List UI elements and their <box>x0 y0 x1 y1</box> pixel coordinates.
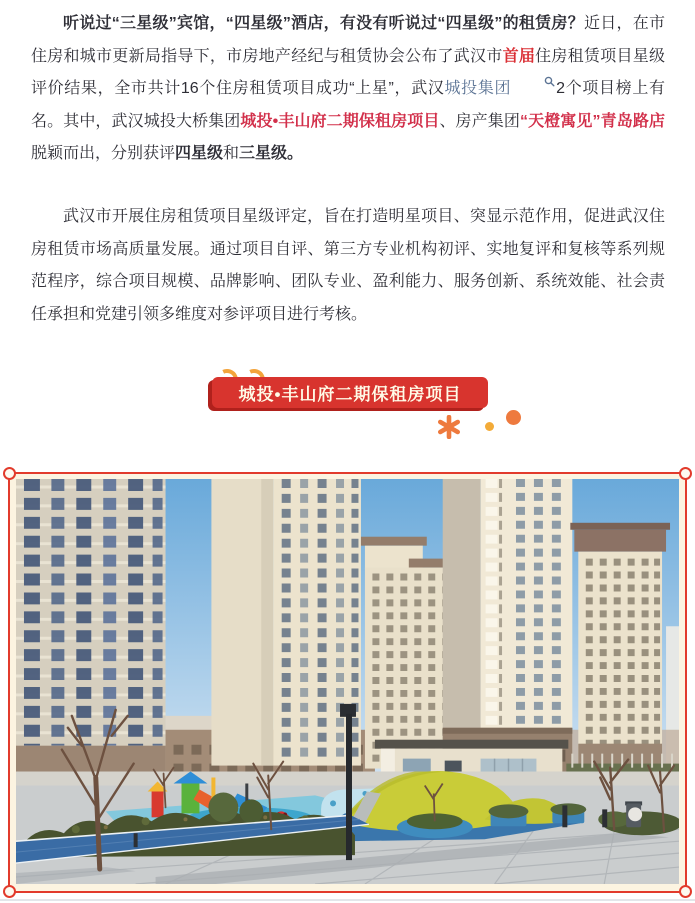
banner-section <box>0 331 695 472</box>
text-run: 2个项目榜上有名。其中，武汉城投大桥集团 <box>31 80 665 130</box>
text-run: 、房产集团 <box>439 112 520 130</box>
article-body <box>0 0 695 331</box>
text-run: 住房租赁项目星级评价结果，全市共计16个住房租赁项目成功“上星”，武汉 <box>31 47 665 98</box>
photo-frame <box>8 472 687 893</box>
lead-question: 听说过“三星级”宾馆，“四星级”酒店，有没有听说过“四星级”的租赁房？ <box>63 15 584 32</box>
grade-three-star: 三星级。 <box>239 145 304 163</box>
corner-ring-icon <box>3 885 16 898</box>
project1-name: 城投•丰山府二期保租房项目 <box>240 112 440 130</box>
project-banner <box>212 377 488 408</box>
paragraph-intro <box>31 8 665 171</box>
corner-ring-icon <box>679 467 692 480</box>
brand-link[interactable]: 城投集团 <box>444 80 512 98</box>
asterisk-icon <box>437 415 461 439</box>
corner-ring-icon <box>3 467 16 480</box>
paragraph-process: 武汉市开展住房租赁项目星级评定，旨在打造明星项目、突显示范作用，促进武汉住房租赁市场高质量发展。通过项目自评、第三方专业机构初评、实地复评和复核等系列规范程序，综合项目规模、品牌影响、团队专业、盈利能力、服务创新、系统效能、社会责任承担和党建引领多维度对参评项目进行考核。 <box>31 207 665 323</box>
project-photo <box>16 479 679 884</box>
text-run: 脱颖而出，分别获评 <box>31 145 176 163</box>
first-session-highlight: 首届 <box>502 47 536 65</box>
text-run: 近日，在市住房和城市更新局指导下，市房地产经纪与租赁协会公布了武汉市 <box>31 15 665 65</box>
grade-four-star: 四星级 <box>175 145 224 163</box>
bottom-divider <box>0 899 695 901</box>
project-banner-label: 城投•丰山府二期保租房项目 <box>238 385 462 405</box>
project2-name: “天橙寓见”青岛路店 <box>519 112 665 130</box>
text-run: 和 <box>223 145 240 163</box>
corner-ring-icon <box>679 885 692 898</box>
yellow-dot-decoration <box>485 422 494 431</box>
search-icon[interactable] <box>512 76 555 87</box>
orange-dot-decoration <box>506 410 521 425</box>
